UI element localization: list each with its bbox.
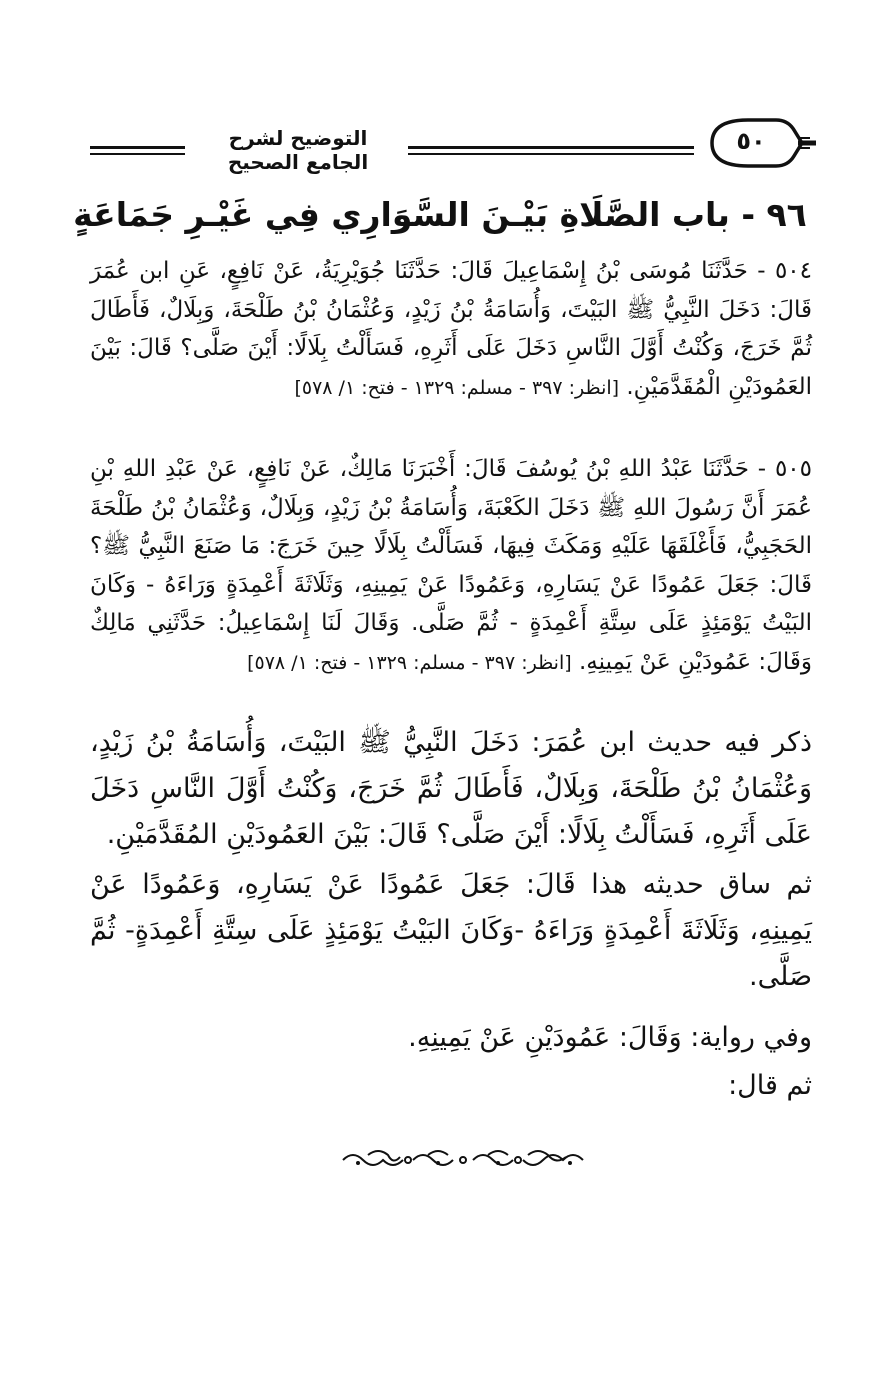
- hadith-504-text: ٥٠٤ - حَدَّثَنَا مُوسَى بْنُ إِسْمَاعِيلَ قَالَ: حَدَّثَنَا جُوَيْرِيَةُ، عَنْ نَافِعٍ، عَنِ ابن عُمَرَ قَالَ: دَخَلَ النَّبِيُّ ﷺ البَيْتَ، وَأُسَامَةُ بْنُ زَيْدٍ، وَعُثْمَانُ بْنُ طَلْحَةَ، وَبِلَالٌ، فَأَطَالَ ثُمَّ خَرَجَ، وَكُنْتُ أَوَّلَ النَّاسِ دَخَلَ عَلَى أَثَرِهِ، فَسَأَلْتُ بِلَالًا: أَيْنَ صَلَّى؟ قَالَ: بَيْنَ العَمُودَيْنِ الْمُقَدَّمَيْنِ.: [90, 258, 812, 400]
- page-number: ٥٠: [736, 127, 766, 155]
- header-rule-left: [90, 146, 185, 155]
- chapter-heading: ٩٦ - باب الصَّلَاةِ بَيْـنَ السَّوَارِي فِي غَيْـرِ جَمَاعَةٍ: [73, 195, 807, 234]
- ornament-divider-icon: [338, 1145, 588, 1175]
- page-number-badge: [698, 116, 816, 170]
- running-header: [70, 108, 815, 172]
- hadith-505-text: ٥٠٥ - حَدَّثَنَا عَبْدُ اللهِ بْنُ يُوسُفَ قَالَ: أَخْبَرَنَا مَالِكٌ، عَنْ نَافِعٍ، عَنْ عَبْدِ اللهِ بْنِ عُمَرَ أَنَّ رَسُولَ اللهِ ﷺ دَخَلَ الكَعْبَةَ، وَأُسَامَةُ بْنُ زَيْدٍ، وَبِلَالٌ، وَعُثْمَانُ بْنُ طَلْحَةَ الحَجَبِيُّ، فَأَغْلَقَهَا عَلَيْهِ وَمَكَثَ فِيهَا، فَسَأَلْتُ بِلَالًا حِينَ خَرَجَ: مَا صَنَعَ النَّبِيُّ ﷺ؟ قَالَ: جَعَلَ عَمُودًا عَنْ يَسَارِهِ، وَعَمُودًا عَنْ يَمِينِهِ، وَثَلَاثَةَ أَعْمِدَةٍ وَرَاءَهُ - وَكَانَ البَيْتُ يَوْمَئِذٍ عَلَى سِتَّةِ أَعْمِدَةٍ - ثُمَّ صَلَّى. وَقَالَ لَنَا إِسْمَاعِيلُ: حَدَّثَنِي مَالِكٌ وَقَالَ: عَمُودَيْنِ عَنْ يَمِينِهِ.: [90, 456, 812, 675]
- hadith-505: [90, 450, 812, 682]
- commentary-paragraph-3: وفي رواية: وَقَالَ: عَمُودَيْنِ عَنْ يَمِينِهِ.: [408, 1022, 812, 1053]
- header-rule-middle: [408, 146, 694, 155]
- hadith-504: [90, 252, 812, 407]
- running-title: التوضيح لشرح الجامع الصحيح: [227, 126, 369, 174]
- commentary-paragraph-2: ثم ساق حديثه هذا قَالَ: جَعَلَ عَمُودًا عَنْ يَسَارِهِ، وَعَمُودًا عَنْ يَمِينِهِ، وَثَلَاثَةَ أَعْمِدَةٍ وَرَاءَهُ -وَكَانَ البَيْتُ يَوْمَئِذٍ عَلَى سِتَّةِ أَعْمِدَةٍ- ثُمَّ صَلَّى.: [90, 869, 812, 992]
- hadith-504-reference: [انظر: ٣٩٧ - مسلم: ١٣٢٩ - فتح: ١/ ٥٧٨]: [294, 376, 620, 399]
- hadith-505-reference: [انظر: ٣٩٧ - مسلم: ١٣٢٩ - فتح: ١/ ٥٧٨]: [247, 651, 572, 674]
- commentary-paragraph-4: ثم قال:: [728, 1070, 812, 1101]
- commentary-paragraph-1: ذكر فيه حديث ابن عُمَرَ: دَخَلَ النَّبِيُّ ﷺ البَيْتَ، وَأُسَامَةُ بْنُ زَيْدٍ، وَعُثْمَانُ بْنُ طَلْحَةَ، وَبِلَالٌ، فَأَطَالَ ثُمَّ خَرَجَ، وَكُنْتُ أَوَّلَ النَّاسِ دَخَلَ عَلَى أَثَرِهِ، فَسَأَلْتُ بِلَالًا: أَيْنَ صَلَّى؟ قَالَ: بَيْنَ العَمُودَيْنِ المُقَدَّمَيْنِ.: [90, 727, 812, 850]
